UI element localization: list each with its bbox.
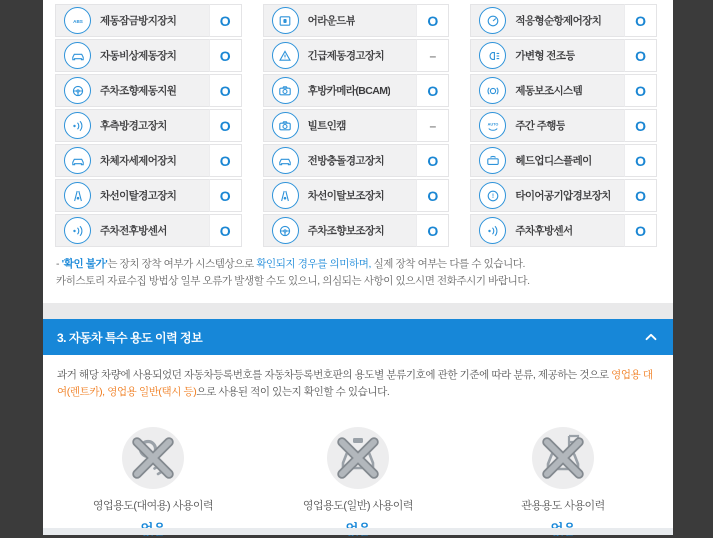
parking-steering-brake-icon [64, 77, 91, 104]
built-in-cam-icon [272, 112, 299, 139]
device-row [263, 179, 450, 212]
device-status: O [209, 214, 242, 247]
section3-title: 3. 자동차 특수 용도 이력 정보 [57, 330, 203, 345]
device-row [55, 4, 242, 37]
device-status: – [416, 39, 449, 72]
device-row [470, 144, 657, 177]
device-name: 타이어공기압경보장치 [515, 190, 611, 202]
device-status: O [209, 144, 242, 177]
device-checklist [43, 0, 673, 249]
device-name: 주차조향보조장치 [307, 225, 385, 237]
usage-label: 영업용도(일반) 사용이력 [302, 499, 414, 512]
section3-accordion-header[interactable] [43, 319, 673, 355]
device-status: O [416, 4, 449, 37]
lane-keeping-assist-icon [272, 182, 299, 209]
device-name: 후측방경고장치 [100, 120, 167, 132]
device-row [55, 109, 242, 142]
device-status: O [416, 179, 449, 212]
adaptive-headlight-icon [479, 42, 506, 69]
device-status: O [209, 39, 242, 72]
device-status: O [416, 214, 449, 247]
device-status: O [624, 74, 657, 107]
section-divider [43, 303, 673, 319]
device-name: 차선이탈경고장치 [100, 190, 177, 202]
device-row [470, 74, 657, 107]
device-name: 차선이탈보조장치 [307, 190, 385, 202]
official-use-none-icon [532, 427, 594, 489]
device-name: 주차전후방센서 [100, 225, 167, 237]
adaptive-cruise-icon [479, 7, 506, 34]
rental-use-none-icon [122, 427, 184, 489]
device-status: O [624, 109, 657, 142]
device-status: O [624, 39, 657, 72]
device-status: O [209, 109, 242, 142]
device-row [55, 179, 242, 212]
device-status: O [624, 214, 657, 247]
device-row [470, 39, 657, 72]
usage-label: 영업용도(대여용) 사용이력 [92, 499, 214, 512]
device-row [470, 179, 657, 212]
device-name: 주차조향제동지원 [100, 85, 177, 97]
device-name: 후방카메라(BCAM) [307, 85, 391, 97]
device-name: 전방충돌경고장치 [307, 155, 385, 167]
rear-camera-icon [272, 77, 299, 104]
daytime-running-light-icon [479, 112, 506, 139]
device-table-col2 [263, 4, 450, 249]
disclaimer-note [43, 249, 673, 290]
device-row [470, 109, 657, 142]
usage-item-rental [62, 427, 245, 538]
lane-departure-warning-icon [64, 182, 91, 209]
bottom-strip [43, 528, 673, 535]
device-status: O [209, 179, 242, 212]
device-row [55, 39, 242, 72]
head-up-display-icon [479, 147, 506, 174]
stability-control-icon [64, 147, 91, 174]
quoted-term: '확인 불가' [61, 258, 108, 270]
device-status: O [624, 179, 657, 212]
abs-icon [64, 7, 91, 34]
disclaimer-line-2: 카히스토리 자료수집 방법상 일부 오류가 발생할 수도 있으니, 의심되는 사항이 있으시면 전화주시기 바랍니다. [56, 275, 530, 287]
device-row [470, 4, 657, 37]
device-name: 주간 주행등 [515, 120, 566, 132]
device-status: O [624, 144, 657, 177]
usage-label: 관용용도 사용이력 [521, 499, 605, 512]
rear-side-warning-icon [64, 112, 91, 139]
device-row [55, 214, 242, 247]
device-row [263, 4, 450, 37]
device-name: 헤드업디스플레이 [515, 155, 592, 167]
tpms-icon [479, 182, 506, 209]
device-name: 빌트인캠 [307, 120, 346, 132]
device-name: 가변형 전조등 [515, 50, 575, 62]
parking-steering-assist-icon [272, 217, 299, 244]
device-row [55, 74, 242, 107]
device-row [470, 214, 657, 247]
disclaimer-line-1: - '확인 불가'는 장치 장착 여부가 시스템상으로 확인되지 경우를 의미하며, 실제 장착 여부는 다를 수 있습니다. [56, 258, 526, 270]
rear-parking-sensor-icon [479, 217, 506, 244]
device-name: 자동비상제동장치 [100, 50, 177, 62]
device-status: – [416, 109, 449, 142]
device-row [263, 74, 450, 107]
device-table-col3 [470, 4, 657, 249]
device-name: 긴급제동경고장치 [307, 50, 385, 62]
highlighted-phrase: 확인되지 경우를 의미하며, [256, 258, 372, 270]
chevron-up-icon [645, 333, 657, 341]
device-name: 차체자세제어장치 [100, 155, 177, 167]
forward-collision-warning-icon [272, 147, 299, 174]
report-panel [43, 0, 673, 535]
taxi-use-none-icon [327, 427, 389, 489]
device-row [55, 144, 242, 177]
device-status: O [416, 144, 449, 177]
front-rear-parking-sensor-icon [64, 217, 91, 244]
around-view-icon [272, 7, 299, 34]
device-row [263, 144, 450, 177]
device-name: 제동잠금방지장치 [100, 15, 177, 27]
device-name: 적응형순항제어장치 [515, 15, 602, 27]
device-name: 주차후방센서 [515, 225, 573, 237]
usage-history-row [43, 427, 673, 538]
device-name: 어라운드뷰 [307, 15, 356, 27]
emergency-brake-warning-icon [272, 42, 299, 69]
device-status: O [416, 74, 449, 107]
device-row [263, 109, 450, 142]
brake-assist-icon [479, 77, 506, 104]
device-name: 제동보조시스템 [515, 85, 583, 97]
device-row [263, 214, 450, 247]
usage-type-highlight: 영업용 대여(렌트카), 영업용 일반(택시 등) [57, 369, 653, 399]
emergency-braking-icon [64, 42, 91, 69]
device-status: O [209, 4, 242, 37]
device-status: O [624, 4, 657, 37]
device-status: O [209, 74, 242, 107]
section3-description: 과거 해당 차량에 사용되었던 자동차등록번호를 자동차등록번호판의 용도별 분류기호에 관한 기준에 따라 분류, 제공하는 것으로 영업용 대여(렌트카), 영업용 일반(택시 등)으로 사용된 적이 있는지 확인할 수 있습니다. [57, 369, 653, 399]
usage-item-taxi [267, 427, 450, 538]
device-table-col1 [55, 4, 242, 249]
usage-item-official [472, 427, 655, 538]
device-row [263, 39, 450, 72]
